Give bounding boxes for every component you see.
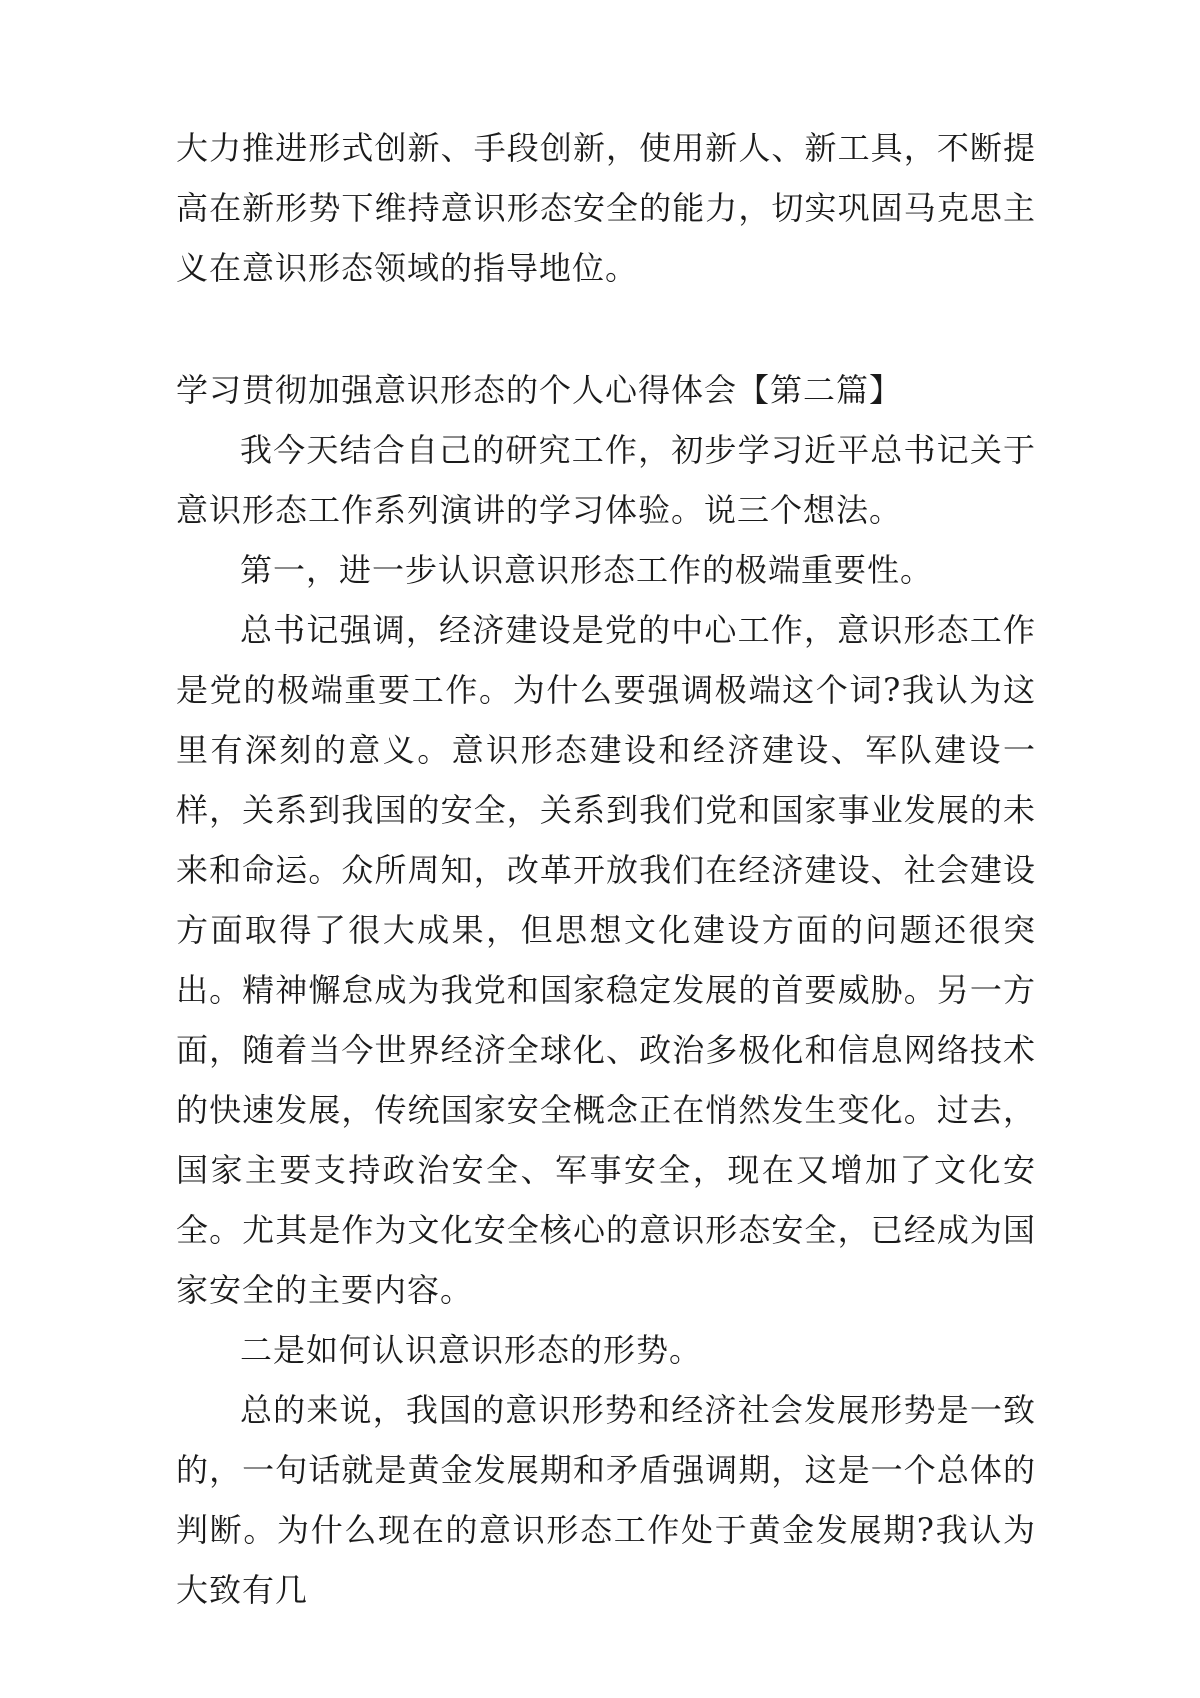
section-title: 学习贯彻加强意识形态的个人心得体会【第二篇】 (176, 371, 903, 409)
body-paragraph-1: 我今天结合自己的研究工作，初步学习近平总书记关于意识形态工作系列演讲的学习体验。说三个想法。 (176, 431, 1036, 529)
continuation-paragraph: 大力推进形式创新、手段创新，使用新人、新工具，不断提高在新形势下维持意识形态安全的能力，切实巩固马克思主义在意识形态领域的指导地位。 (176, 129, 1036, 287)
body-paragraph-4: 二是如何认识意识形态的形势。 (240, 1331, 703, 1369)
body-paragraph-3: 总书记强调，经济建设是党的中心工作，意识形态工作是党的极端重要工作。为什么要强调极端这个词?我认为这里有深刻的意义。意识形态建设和经济建设、军队建设一样，关系到我国的安全，关系到我们党和国家事业发展的未来和命运。众所周知，改革开放我们在经济建设、社会建设方面取得了很大成果，但思想文化建设方面的问题还很突出。精神懈怠成为我党和国家稳定发展的首要威胁。另一方面，随着当今世界经济全球化、政治多极化和信息网络技术的快速发展，传统国家安全概念正在悄然发生变化。过去，国家主要支持政治安全、军事安全，现在又增加了文化安全。尤其是作为文化安全核心的意识形态安全，已经成为国家安全的主要内容。 (176, 611, 1036, 1309)
body-paragraph-2: 第一，进一步认识意识形态工作的极端重要性。 (240, 551, 934, 589)
section-spacer (176, 298, 1036, 360)
document-body (176, 118, 1036, 1620)
body-paragraph-5: 总的来说，我国的意识形势和经济社会发展形势是一致的，一句话就是黄金发展期和矛盾强调期，这是一个总体的判断。为什么现在的意识形态工作处于黄金发展期?我认为大致有几 (176, 1391, 1036, 1609)
